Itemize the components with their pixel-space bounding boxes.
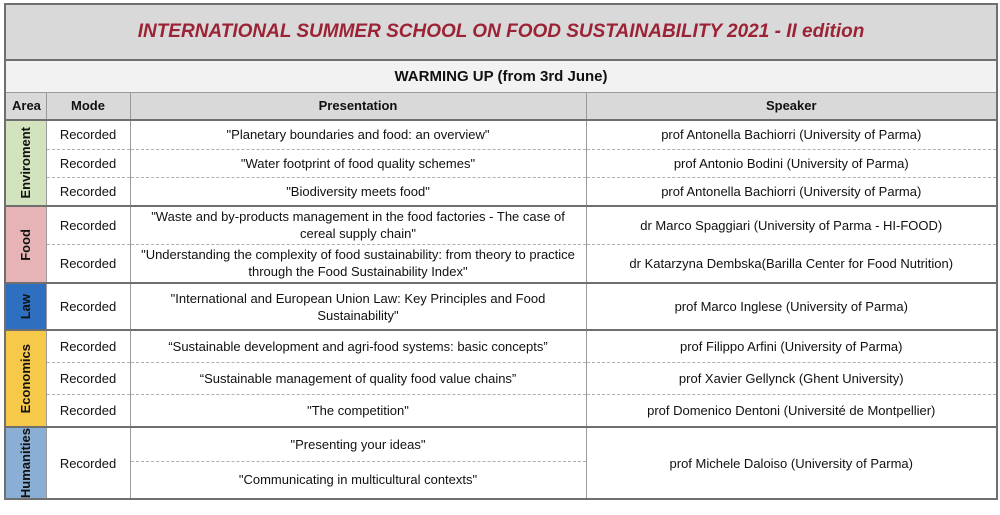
mode-cell: Recorded [46,362,130,394]
speaker-cell: prof Filippo Arfini (University of Parma) [586,330,997,362]
presentation-cell: "International and European Union Law: Key Principles and Food Sustainability" [130,283,586,330]
speaker-cell: prof Antonella Bachiorri (University of Parma) [586,177,997,206]
presentation-cell: “Sustainable development and agri-food systems: basic concepts” [130,330,586,362]
presentation-cell: "Biodiversity meets food" [130,177,586,206]
presentation-cell: "Understanding the complexity of food sustainability: from theory to practice through the Food Sustainability Index" [130,244,586,283]
mode-cell: Recorded [46,149,130,177]
presentation-cell: "Presenting your ideas" [130,427,586,461]
header-speaker: Speaker [586,92,997,120]
mode-cell: Recorded [46,206,130,244]
speaker-cell: prof Antonella Bachiorri (University of Parma) [586,120,997,149]
area-cell-law [5,283,46,330]
area-cell-food [5,206,46,283]
area-cell-humanities [5,427,46,499]
mode-cell: Recorded [46,330,130,362]
page-title: INTERNATIONAL SUMMER SCHOOL ON FOOD SUSTAINABILITY 2021 - II edition [137,21,865,42]
section-subtitle: WARMING UP (from 3rd June) [5,60,997,92]
table-row [5,394,997,427]
speaker-cell: dr Katarzyna Dembska(Barilla Center for Food Nutrition) [586,244,997,283]
title-cell [5,4,997,60]
header-row [5,92,997,120]
table-row [5,427,997,461]
speaker-cell: prof Michele Daloiso (University of Parma) [586,427,997,499]
presentation-cell: “Sustainable management of quality food value chains” [130,362,586,394]
speaker-cell: prof Marco Inglese (University of Parma) [586,283,997,330]
area-label: Law [18,293,34,320]
area-label: Humanities [18,428,34,499]
table-row [5,244,997,283]
schedule-table [4,3,998,500]
mode-cell: Recorded [46,427,130,499]
header-mode: Mode [46,92,130,120]
mode-cell: Recorded [46,394,130,427]
table-row [5,362,997,394]
table-row [5,206,997,244]
table-row [5,120,997,149]
speaker-cell: prof Xavier Gellynck (Ghent University) [586,362,997,394]
presentation-cell: "Planetary boundaries and food: an overview" [130,120,586,149]
presentation-cell: "Waste and by-products management in the food factories - The case of cereal supply chain" [130,206,586,244]
presentation-cell: "The competition" [130,394,586,427]
mode-cell: Recorded [46,283,130,330]
area-label: Food [18,228,34,261]
area-cell-environment [5,120,46,206]
table-row [5,330,997,362]
speaker-cell: prof Antonio Bodini (University of Parma) [586,149,997,177]
table-row [5,149,997,177]
presentation-cell: "Communicating in multicultural contexts" [130,461,586,499]
area-label: Economics [18,343,34,414]
presentation-cell: "Water footprint of food quality schemes" [130,149,586,177]
area-cell-economics [5,330,46,427]
speaker-cell: prof Domenico Dentoni (Université de Montpellier) [586,394,997,427]
mode-cell: Recorded [46,244,130,283]
area-label: Enviroment [18,127,34,199]
mode-cell: Recorded [46,177,130,206]
mode-cell: Recorded [46,120,130,149]
header-area: Area [5,92,46,120]
speaker-cell: dr Marco Spaggiari (University of Parma - HI-FOOD) [586,206,997,244]
table-row [5,283,997,330]
table-row [5,177,997,206]
header-presentation: Presentation [130,92,586,120]
